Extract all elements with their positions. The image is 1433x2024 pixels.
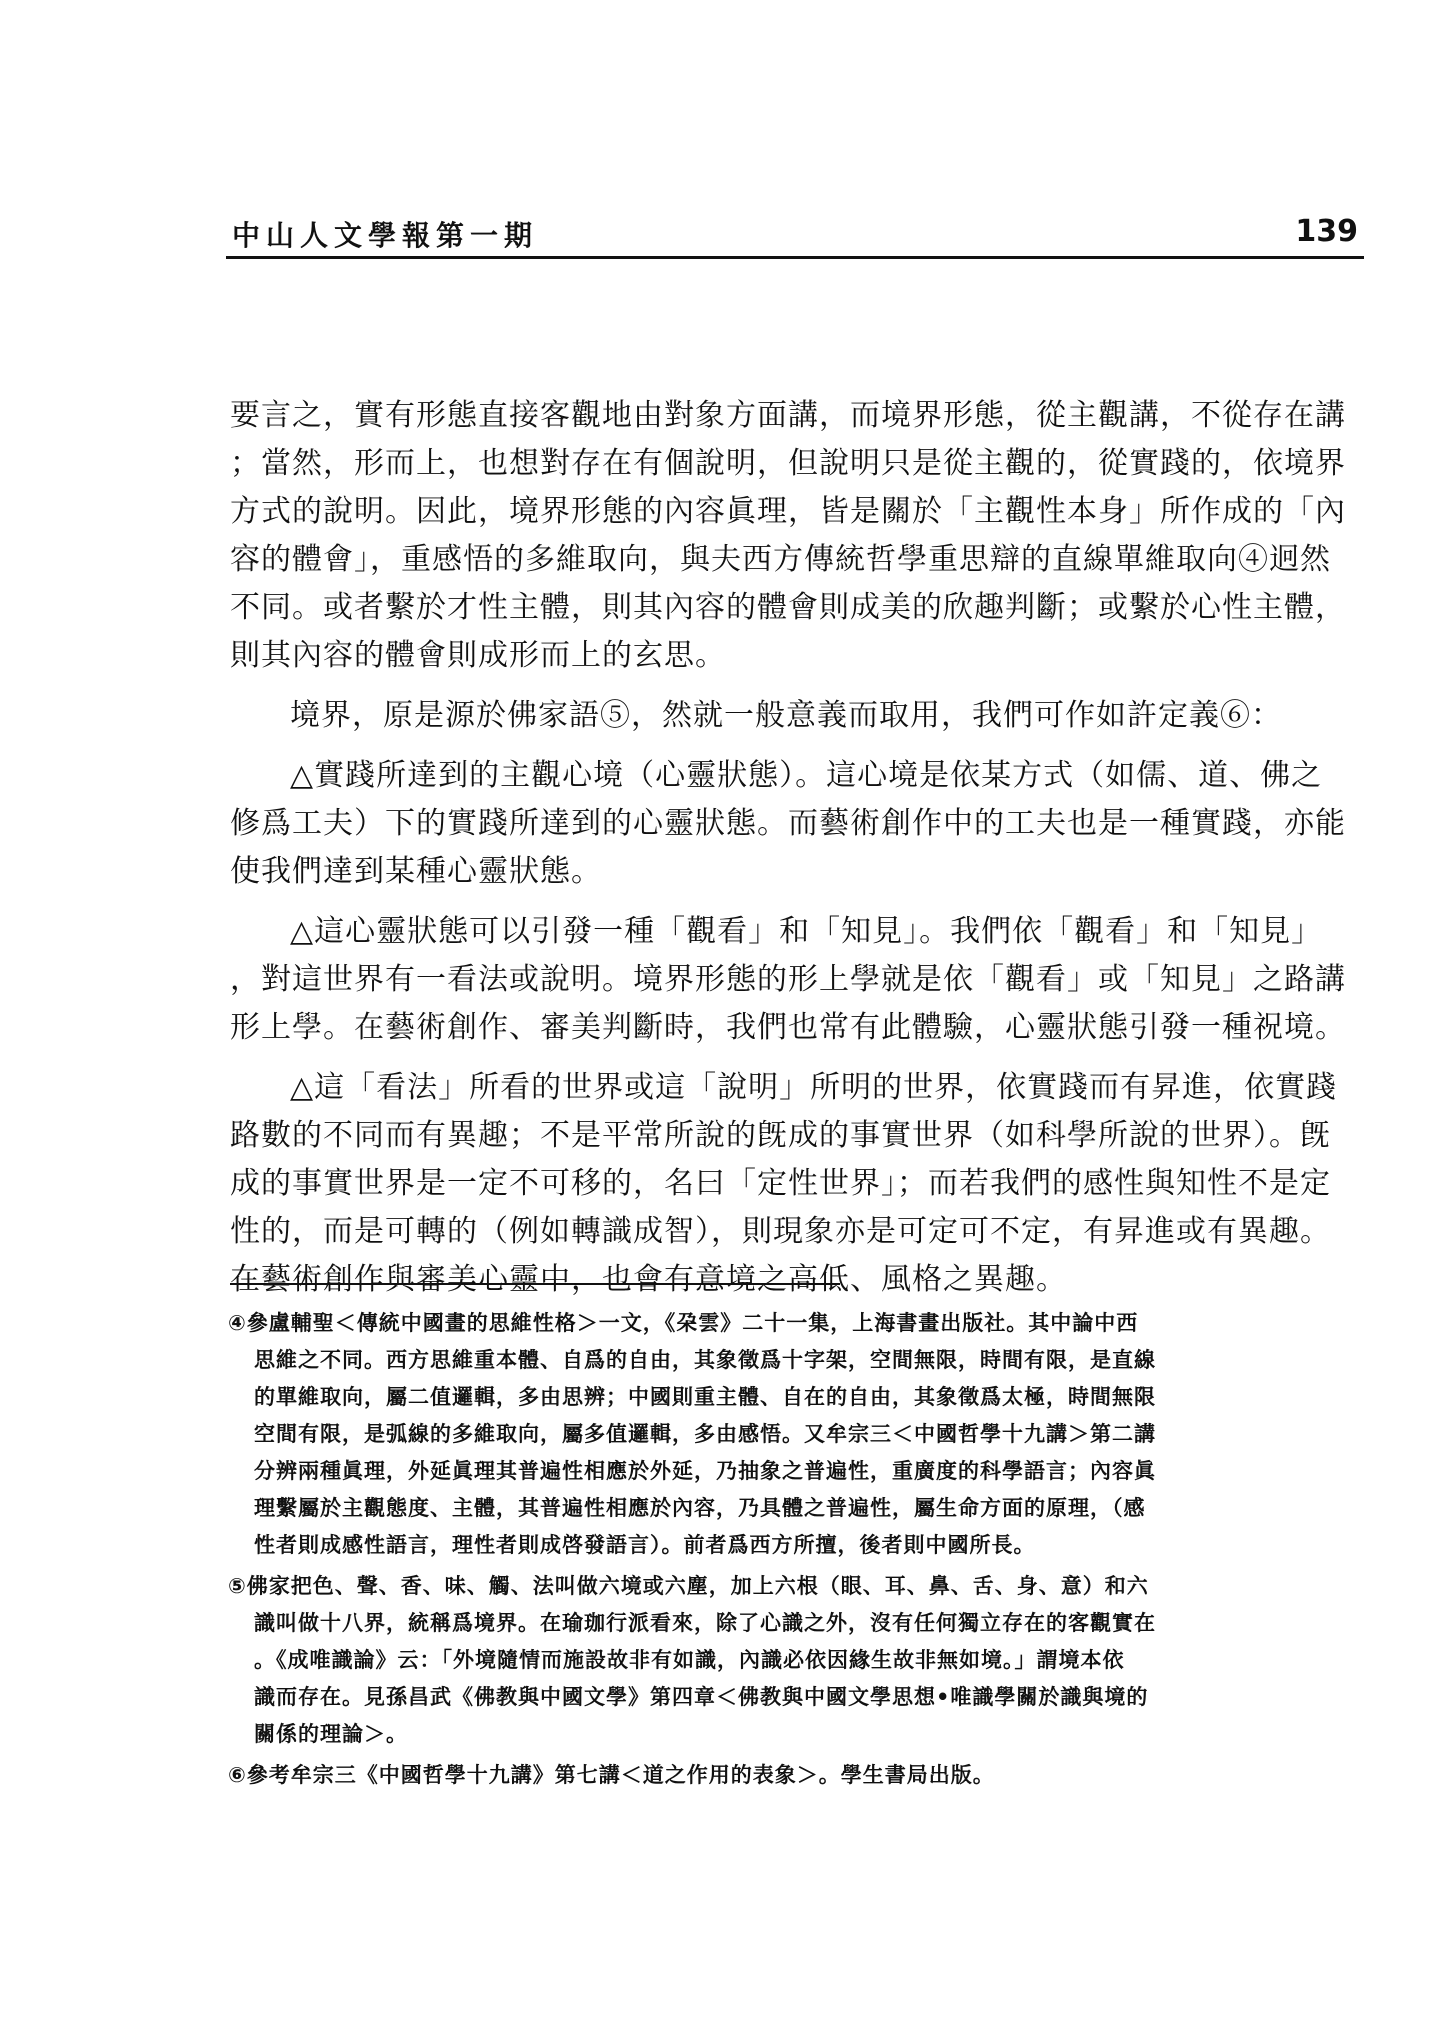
footnote-line: 理繫屬於主觀態度、主體，其普遍性相應於內容，乃具體之普遍性，屬生命方面的原理，（感 xyxy=(254,1496,1146,1520)
text-line: 境界，原是源於佛家語⑤，然就一般意義而取用，我們可作如許定義⑥： xyxy=(290,698,1282,733)
paragraph-4 xyxy=(230,908,1346,1052)
text-line: 方式的說明。因此，境界形態的內容眞理，皆是關於「主觀性本身」所作成的「內 xyxy=(230,494,1346,529)
text-line: △這「看法」所看的世界或這「說明」所明的世界，依實踐而有昇進，依實踐 xyxy=(290,1070,1338,1105)
text-line: △實踐所達到的主觀心境（心靈狀態）。這心境是依某方式（如儒、道、佛之 xyxy=(290,758,1323,793)
footnote-line: 關係的理論＞。 xyxy=(254,1722,408,1746)
text-line: 修爲工夫）下的實踐所達到的心靈狀態。而藝術創作中的工夫也是一種實踐，亦能 xyxy=(230,806,1346,841)
footnote-line: 識而存在。見孫昌武《佛教與中國文學》第四章＜佛教與中國文學思想•唯識學關於識與境的 xyxy=(254,1685,1149,1709)
paragraph-5 xyxy=(230,1064,1338,1304)
footnote-5 xyxy=(228,1568,1368,1753)
text-line: ；當然，形而上，也想對存在有個說明，但說明只是從主觀的，從實踐的，依境界 xyxy=(230,446,1346,481)
footnote-line: ⑥參考牟宗三《中國哲學十九講》第七講＜道之作用的表象＞。學生書局出版。 xyxy=(228,1763,995,1787)
text-line: 成的事實世界是一定不可移的，名曰「定性世界」；而若我們的感性與知性不是定 xyxy=(230,1166,1331,1201)
body-text xyxy=(230,392,1346,1304)
paragraph-2 xyxy=(230,692,1290,740)
text-line: 路數的不同而有異趣；不是平常所說的旣成的事實世界（如科學所說的世界）。旣 xyxy=(230,1118,1331,1153)
text-line: 容的體會」，重感悟的多維取向，與夫西方傳統哲學重思辯的直線單維取向④迥然 xyxy=(230,542,1331,577)
footnote-line: 思維之不同。西方思維重本體、自爲的自由，其象徵爲十字架，空間無限，時間有限，是直線 xyxy=(254,1348,1156,1372)
footnote-line: 分辨兩種眞理，外延眞理其普遍性相應於外延，乃抽象之普遍性，重廣度的科學語言；內容眞 xyxy=(254,1459,1156,1483)
page-number: 139 xyxy=(1295,214,1358,249)
journal-title: 中山人文學報第一期 xyxy=(232,219,539,252)
text-line: 性的，而是可轉的（例如轉識成智），則現象亦是可定可不定，有昇進或有異趣。 xyxy=(230,1214,1331,1249)
footnote-line: 識叫做十八界，統稱爲境界。在瑜珈行派看來，除了心識之外，沒有任何獨立存在的客觀實在 xyxy=(254,1611,1156,1635)
footnote-line: ⑤佛家把色、聲、香、味、觸、法叫做六境或六塵，加上六根（眼、耳、鼻、舌、身、意）和六 xyxy=(228,1574,1149,1598)
text-line: 使我們達到某種心靈狀態。 xyxy=(230,854,602,889)
footnote-line: ④參盧輔聖＜傳統中國畫的思維性格＞一文，《朶雲》二十一集，上海書畫出版社。其中論中西 xyxy=(228,1311,1139,1335)
footnote-divider xyxy=(230,1283,840,1285)
footnote-line: 性者則成感性語言，理性者則成啓發語言）。前者爲西方所擅，後者則中國所長。 xyxy=(254,1533,1036,1557)
text-line: 則其內容的體會則成形而上的玄思。 xyxy=(230,638,726,673)
running-header xyxy=(226,212,1364,259)
footnote-line: 。《成唯識論》云：「外境隨情而施設故非有如識，內識必依因緣生故非無如境。」謂境本依 xyxy=(254,1648,1125,1672)
text-line: 不同。或者繫於才性主體，則其內容的體會則成美的欣趣判斷；或繫於心性主體， xyxy=(230,590,1346,625)
footnote-4 xyxy=(228,1305,1368,1564)
text-line: △這心靈狀態可以引發一種「觀看」和「知見」。我們依「觀看」和「知見」 xyxy=(290,914,1323,949)
footnote-line: 的單維取向，屬二值邏輯，多由思辨；中國則重主體、自在的自由，其象徵爲太極，時間無限 xyxy=(254,1385,1156,1409)
text-line: ，對這世界有一看法或說明。境界形態的形上學就是依「觀看」或「知見」之路講 xyxy=(230,962,1346,997)
text-line: 形上學。在藝術創作、審美判斷時，我們也常有此體驗，心靈狀態引發一種祝境。 xyxy=(230,1010,1346,1045)
paragraph-1 xyxy=(230,392,1346,680)
footnote-line: 空間有限，是弧線的多維取向，屬多值邏輯，多由感悟。又牟宗三＜中國哲學十九講＞第二講 xyxy=(254,1422,1156,1446)
text-line: 要言之，實有形態直接客觀地由對象方面講，而境界形態，從主觀講，不從存在講 xyxy=(230,398,1346,433)
footnotes xyxy=(228,1305,1368,1794)
footnote-6 xyxy=(228,1757,1368,1794)
paragraph-3 xyxy=(230,752,1346,896)
text-line: 在藝術創作與審美心靈中，也會有意境之高低、風格之異趣。 xyxy=(230,1262,1067,1297)
